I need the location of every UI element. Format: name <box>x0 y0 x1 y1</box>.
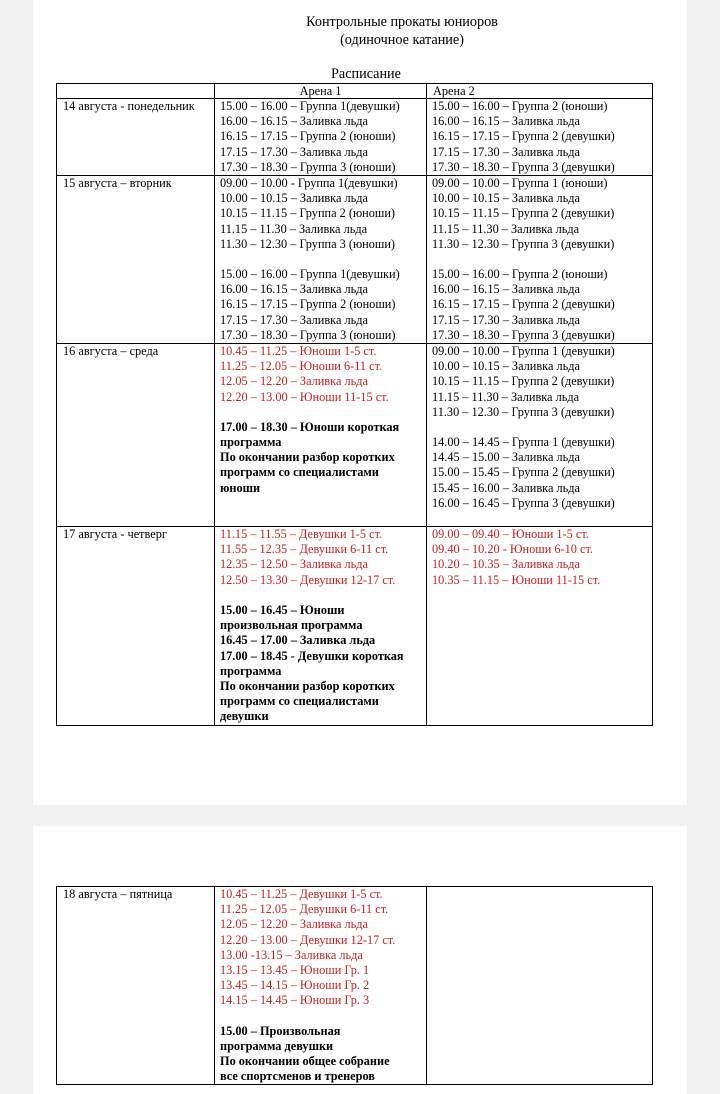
schedule-line: 16.00 – 16.45 – Группа 3 (девушки) <box>432 495 615 510</box>
schedule-line: программ со специалистами <box>220 465 379 480</box>
schedule-label: Расписание <box>331 66 401 82</box>
schedule-line: 17.00 – 18.45 - Девушки короткая <box>220 648 404 663</box>
schedule-line: По окончании разбор коротких <box>220 678 395 693</box>
schedule-line: 09.40 – 10.20 - Юноши 6-10 ст. <box>432 542 593 557</box>
schedule-line: 15.00 – Произвольная <box>220 1023 341 1038</box>
schedule-line: 11.55 – 12.35 – Девушки 6-11 ст. <box>220 542 389 557</box>
arena1-cell <box>215 176 427 344</box>
document-title: Контрольные прокаты юниоров <box>306 14 498 30</box>
spacer <box>432 511 649 526</box>
schedule-line: 11.15 – 11.55 – Девушки 1-5 ст. <box>220 527 383 542</box>
arena1-cell <box>215 887 427 1085</box>
schedule-line: 17.00 – 18.30 – Юноши короткая <box>220 419 400 434</box>
schedule-table <box>56 83 653 726</box>
day-date: 18 августа – пятница <box>57 887 215 1085</box>
table-header-row <box>57 84 653 99</box>
spacer <box>220 405 423 420</box>
schedule-line: 17.30 – 18.30 – Группа 3 (юноши) <box>220 327 396 342</box>
header-arena2: Арена 2 <box>427 84 653 99</box>
table-row <box>57 176 653 344</box>
schedule-line: 15.00 – 16.45 – Юноши <box>220 602 345 617</box>
schedule-line: 12.20 – 13.00 – Девушки 12-17 ст. <box>220 932 396 947</box>
day-date: 17 августа - четверг <box>57 527 215 725</box>
arena2-cell <box>427 99 653 176</box>
document-subtitle: (одиночное катание) <box>340 32 464 48</box>
arena2-cell <box>427 527 653 725</box>
schedule-line: 13.00 -13.15 – Заливка льда <box>220 947 363 962</box>
arena1-cell <box>215 344 427 527</box>
schedule-line: 11.25 – 12.05 – Юноши 6-11 ст. <box>220 359 383 374</box>
schedule-line: 16.00 – 16.15 – Заливка льда <box>220 282 368 297</box>
spacer <box>220 252 423 267</box>
schedule-line: 16.15 – 17.15 – Группа 2 (юноши) <box>220 297 396 312</box>
schedule-line: 16.15 – 17.15 – Группа 2 (юноши) <box>220 129 396 144</box>
schedule-line: 14.45 – 15.00 – Заливка льда <box>432 450 580 465</box>
schedule-line: 14.00 – 14.45 – Группа 1 (девушки) <box>432 435 615 450</box>
schedule-line: 10.00 – 10.15 – Заливка льда <box>432 191 580 206</box>
schedule-line: По окончании разбор коротких <box>220 450 395 465</box>
schedule-line: 13.15 – 13.45 – Юноши Гр. 1 <box>220 963 370 978</box>
schedule-line: 12.35 – 12.50 – Заливка льда <box>220 557 368 572</box>
arena2-cell <box>427 344 653 527</box>
schedule-line: 11.30 – 12.30 – Группа 3 (девушки) <box>432 236 615 251</box>
spacer <box>432 252 649 267</box>
schedule-line: 15.00 – 16.00 – Группа 1(девушки) <box>220 267 400 282</box>
arena2-cell <box>427 887 653 1085</box>
schedule-line: По окончании общее собрание <box>220 1054 390 1069</box>
schedule-line: 10.15 – 11.15 – Группа 2 (девушки) <box>432 206 615 221</box>
schedule-line: 11.30 – 12.30 – Группа 3 (юноши) <box>220 236 396 251</box>
schedule-line: 15.45 – 16.00 – Заливка льда <box>432 480 580 495</box>
table-row <box>57 99 653 176</box>
schedule-line: 10.45 – 11.25 – Девушки 1-5 ст. <box>220 887 383 901</box>
schedule-line: 16.15 – 17.15 – Группа 2 (девушки) <box>432 297 615 312</box>
table-row <box>57 344 653 527</box>
schedule-line: все спортсменов и тренеров <box>220 1069 375 1084</box>
arena2-cell <box>427 176 653 344</box>
schedule-line: программа <box>220 435 282 450</box>
schedule-line: 17.30 – 18.30 – Группа 3 (девушки) <box>432 159 615 174</box>
arena1-cell <box>215 99 427 176</box>
schedule-line: программа девушки <box>220 1038 334 1053</box>
schedule-line: 11.25 – 12.05 – Девушки 6-11 ст. <box>220 902 389 917</box>
schedule-line: 17.30 – 18.30 – Группа 3 (девушки) <box>432 327 615 342</box>
schedule-line: 15.00 – 15.45 – Группа 2 (девушки) <box>432 465 615 480</box>
schedule-line: 15.00 – 16.00 – Группа 1(девушки) <box>220 99 400 113</box>
schedule-line: 12.05 – 12.20 – Заливка льда <box>220 917 368 932</box>
schedule-line: 16.45 – 17.00 – Заливка льда <box>220 633 376 648</box>
spacer <box>220 588 423 603</box>
schedule-line: 15.00 – 16.00 – Группа 2 (юноши) <box>432 267 608 282</box>
schedule-line: программа <box>220 663 282 678</box>
schedule-line: 17.15 – 17.30 – Заливка льда <box>220 312 368 327</box>
schedule-line: 10.15 – 11.15 – Группа 2 (юноши) <box>220 206 396 221</box>
schedule-line: девушки <box>220 709 269 724</box>
day-date: 14 августа - понедельник <box>57 99 215 176</box>
schedule-line: 11.15 – 11.30 – Заливка льда <box>220 221 368 236</box>
schedule-line: 10.00 – 10.15 – Заливка льда <box>432 359 580 374</box>
schedule-line: 09.00 – 09.40 – Юноши 1-5 ст. <box>432 527 589 542</box>
spacer <box>432 420 649 435</box>
spacer <box>220 1009 423 1024</box>
schedule-line: 10.35 – 11.15 – Юноши 11-15 ст. <box>432 572 601 587</box>
schedule-line: 09.00 – 10.00 – Группа 1 (девушки) <box>432 344 615 359</box>
schedule-line: 12.05 – 12.20 – Заливка льда <box>220 374 368 389</box>
schedule-line: 12.20 – 13.00 – Юноши 11-15 ст. <box>220 389 389 404</box>
schedule-line: 09.00 – 10.00 - Группа 1(девушки) <box>220 176 398 191</box>
schedule-line: 11.15 – 11.30 – Заливка льда <box>432 221 580 236</box>
schedule-line: 10.00 – 10.15 – Заливка льда <box>220 191 368 206</box>
schedule-line: 17.15 – 17.30 – Заливка льда <box>432 312 580 327</box>
schedule-line: 17.30 – 18.30 – Группа 3 (юноши) <box>220 159 396 174</box>
schedule-line: 16.00 – 16.15 – Заливка льда <box>432 114 580 129</box>
schedule-line: 11.30 – 12.30 – Группа 3 (девушки) <box>432 404 615 419</box>
schedule-line: 15.00 – 16.00 – Группа 2 (юноши) <box>432 99 608 113</box>
schedule-line: 09.00 – 10.00 – Группа 1 (юноши) <box>432 176 608 191</box>
schedule-line: юноши <box>220 480 261 495</box>
schedule-line: 10.45 – 11.25 – Юноши 1-5 ст. <box>220 344 377 359</box>
schedule-line: 10.15 – 11.15 – Группа 2 (девушки) <box>432 374 615 389</box>
schedule-line: 11.15 – 11.30 – Заливка льда <box>432 389 580 404</box>
schedule-line: 10.20 – 10.35 – Заливка льда <box>432 557 580 572</box>
header-arena1: Арена 1 <box>215 84 427 99</box>
schedule-line: 14.15 – 14.45 – Юноши Гр. 3 <box>220 993 370 1008</box>
schedule-table-continued <box>56 886 653 1085</box>
day-date: 16 августа – среда <box>57 344 215 527</box>
schedule-line: 16.15 – 17.15 – Группа 2 (девушки) <box>432 129 615 144</box>
schedule-line: программ со специалистами <box>220 694 379 709</box>
schedule-line: 16.00 – 16.15 – Заливка льда <box>432 282 580 297</box>
schedule-line: 17.15 – 17.30 – Заливка льда <box>220 144 368 159</box>
table-row <box>57 887 653 1085</box>
header-empty-cell <box>57 84 215 99</box>
day-date: 15 августа – вторник <box>57 176 215 344</box>
schedule-line: 13.45 – 14.15 – Юноши Гр. 2 <box>220 978 370 993</box>
schedule-line: 17.15 – 17.30 – Заливка льда <box>432 144 580 159</box>
table-row <box>57 527 653 725</box>
schedule-line: 12.50 – 13.30 – Девушки 12-17 ст. <box>220 572 396 587</box>
schedule-line: произвольная программа <box>220 618 363 633</box>
schedule-line: 16.00 – 16.15 – Заливка льда <box>220 114 368 129</box>
arena1-cell <box>215 527 427 725</box>
